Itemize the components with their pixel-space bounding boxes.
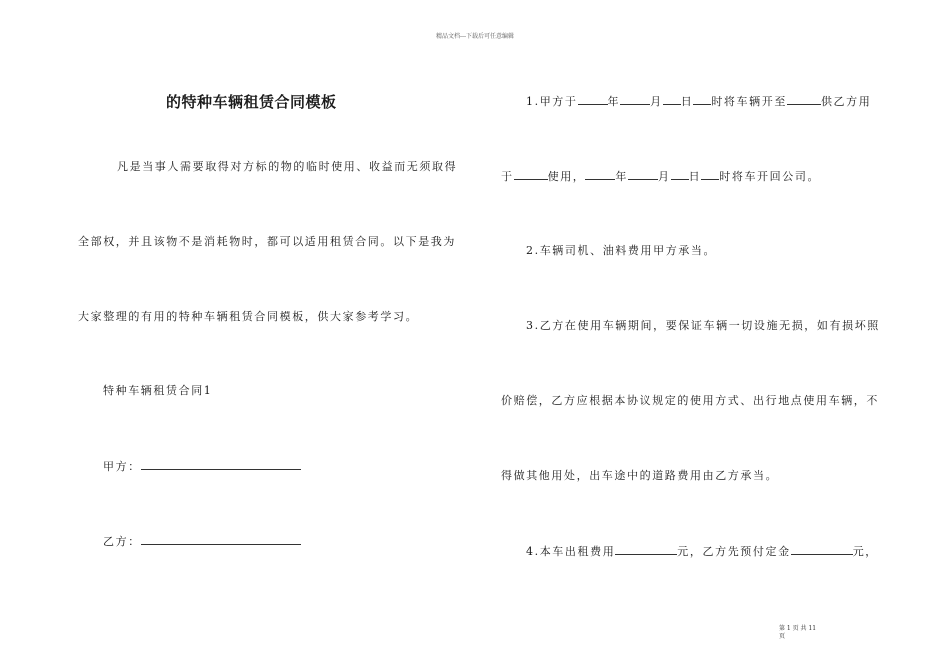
header-note: 精品文档---下载后可任意编辑 xyxy=(435,33,515,40)
page-number xyxy=(779,625,839,641)
intro-paragraph-line-3: 大家整理的有用的特种车辆租赁合同模板，供大家参考学习。 xyxy=(78,310,419,323)
clause-1-text-f: 供乙方用 xyxy=(820,95,872,108)
intro-paragraph-line-2: 全部权，并且该物不是消耗物时，都可以适用租赁合同。以下是我为 xyxy=(78,235,456,248)
clause-1-text-j: 月 xyxy=(658,170,671,183)
clause-4-blank-fee xyxy=(615,544,677,555)
clause-1-blank-day-2 xyxy=(671,169,689,180)
contract-heading: 特种车辆租赁合同1 xyxy=(103,384,213,397)
clause-3-line-1: 3.乙方在使用车辆期间，要保证车辆一切设施无损，如有损坏照 xyxy=(526,319,880,332)
clause-1-text-i: 年 xyxy=(615,170,629,183)
clause-4-text-b: 元，乙方先预付定金 xyxy=(677,545,791,558)
clause-4-text-a: 4.本车出租费用 xyxy=(526,545,616,558)
clause-1-text-l: 时将车开回公司。 xyxy=(719,170,821,183)
clause-1-text-h: 使用， xyxy=(547,170,586,183)
clause-1-text-d: 日 xyxy=(680,95,694,108)
page-number-line-1: 第 1 页 共 11 xyxy=(779,625,817,632)
party-b-label: 乙方： xyxy=(103,535,141,548)
clause-1-blank-day xyxy=(663,94,681,105)
clause-1-text-a: 1.甲方于 xyxy=(526,95,578,108)
clause-1-blank-year xyxy=(578,94,608,105)
clause-1-text-e: 时将车辆开至 xyxy=(711,95,787,108)
clause-4-text-c: 元， xyxy=(852,545,878,558)
clause-4-blank-deposit xyxy=(791,544,853,555)
intro-paragraph-line-1: 凡是当事人需要取得对方标的物的临时使用、收益而无须取得 xyxy=(117,160,458,173)
page-number-line-2: 页 xyxy=(779,633,786,640)
clause-3-line-3: 得做其他用处，出车途中的道路费用由乙方承当。 xyxy=(501,469,779,482)
clause-1-blank-year-2 xyxy=(585,169,615,180)
clause-2: 2.车辆司机、油料费用甲方承当。 xyxy=(526,244,717,257)
clause-1-text-g: 于 xyxy=(501,170,514,183)
clause-1-line-2 xyxy=(501,169,820,184)
clause-4-line-1 xyxy=(526,544,878,559)
clause-1-blank-month-2 xyxy=(628,169,658,180)
clause-1-text-b: 年 xyxy=(607,95,621,108)
clause-3-line-2: 价赔偿，乙方应根据本协议规定的使用方式、出行地点使用车辆，不 xyxy=(501,394,879,407)
party-a-row xyxy=(103,459,301,474)
clause-1-blank-use xyxy=(514,169,548,180)
clause-1-text-c: 月 xyxy=(650,95,663,108)
party-b-row xyxy=(103,534,301,549)
party-a-label: 甲方： xyxy=(103,460,141,473)
clause-1-blank-month xyxy=(620,94,650,105)
party-b-blank xyxy=(141,534,301,545)
clause-1-blank-hour xyxy=(693,94,711,105)
document-title: 的特种车辆租赁合同模板 xyxy=(166,93,337,111)
party-a-blank xyxy=(141,459,301,470)
clause-1-line-1 xyxy=(526,94,871,109)
clause-1-blank-hour-2 xyxy=(701,169,719,180)
clause-1-blank-place xyxy=(787,94,821,105)
clause-1-text-k: 日 xyxy=(688,170,702,183)
